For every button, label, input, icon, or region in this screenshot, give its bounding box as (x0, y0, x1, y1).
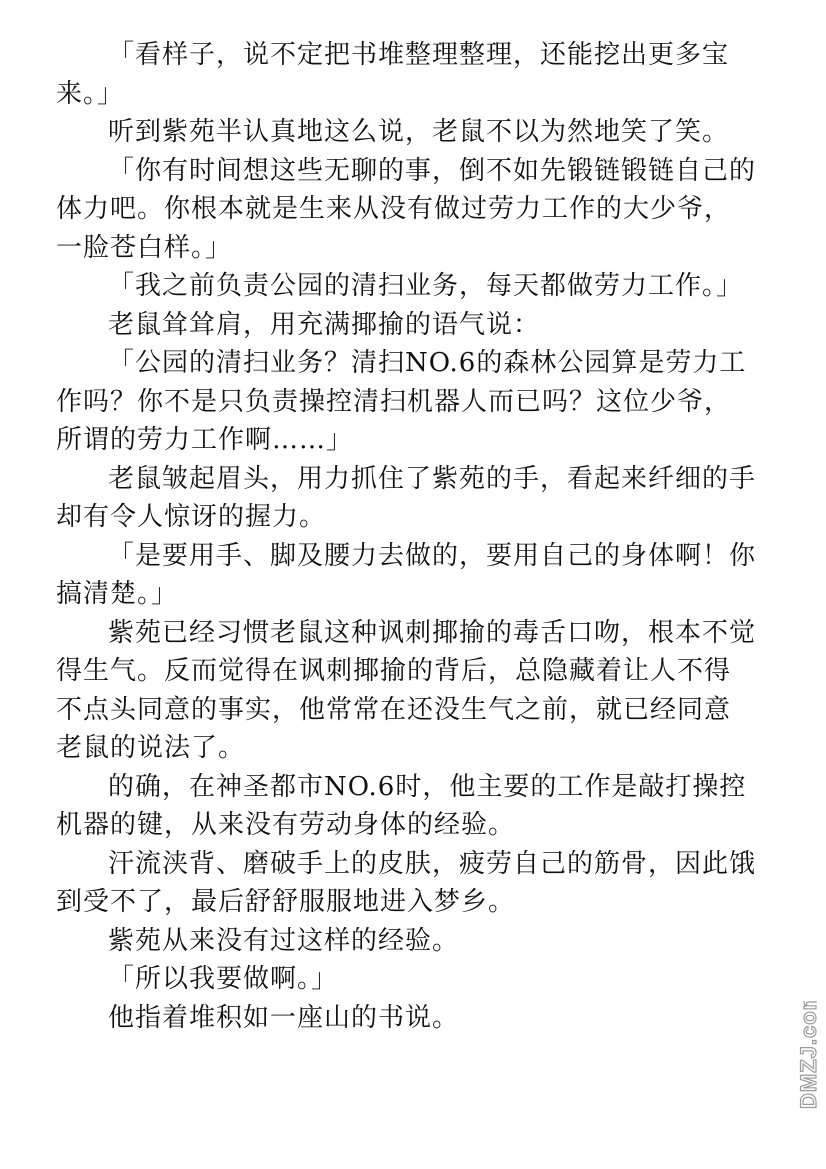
paragraph: 「看样子，说不定把书堆整理整理，还能挖出更多宝来。」 (56, 40, 730, 109)
watermark-logo-graphic (792, 1001, 822, 1111)
paragraph: 听到紫苑半认真地这么说，老鼠不以为然地笑了笑。 (108, 117, 730, 147)
paragraph: 的确，在神圣都市NO.6时，他主要的工作是敲打操控机器的键，从来没有劳动身体的经验。 (56, 771, 747, 840)
paragraph: 「是要用手、脚及腰力去做的，要用自己的身体啊！你搞清楚。」 (56, 540, 757, 609)
paragraph: 老鼠耸耸肩，用充满揶揄的语气说： (108, 309, 541, 340)
svg-text:DMZJ.com: DMZJ.com (796, 1001, 821, 1109)
paragraph: 「所以我要做啊。」 (108, 964, 339, 994)
site-watermark-logo (792, 1001, 822, 1111)
paragraph: 「我之前负责公园的清扫业务，每天都做劳力工作。」 (108, 271, 744, 301)
paragraph: 「公园的清扫业务？清扫NO.6的森林公园算是劳力工作吗？你不是只负责操控清扫机器人而已吗？这位少爷，所谓的劳力工作啊……」 (56, 348, 747, 455)
paragraph: 紫苑已经习惯老鼠这种讽刺揶揄的毒舌口吻，根本不觉得生气。反而觉得在讽刺揶揄的背后，总隐藏着让人不得不点头同意的事实，他常常在还没生气之前，就已经同意老鼠的说法了。 (56, 617, 757, 763)
paragraph: 「你有时间想这些无聊的事，倒不如先锻链锻链自己的体力吧。你根本就是生来从没有做过劳力工作的大少爷，一脸苍白样。」 (56, 155, 757, 263)
paragraph: 汗流浃背、磨破手上的皮肤，疲劳自己的筋骨，因此饿到受不了，最后舒舒服服地进入梦乡。 (56, 848, 757, 917)
paragraph: 他指着堆积如一座山的书说。 (108, 1002, 460, 1033)
page-body (56, 36, 756, 1037)
paragraph: 老鼠皱起眉头，用力抓住了紫苑的手，看起来纤细的手却有令人惊讶的握力。 (56, 463, 757, 532)
paragraph: 紫苑从来没有过这样的经验。 (108, 925, 460, 956)
